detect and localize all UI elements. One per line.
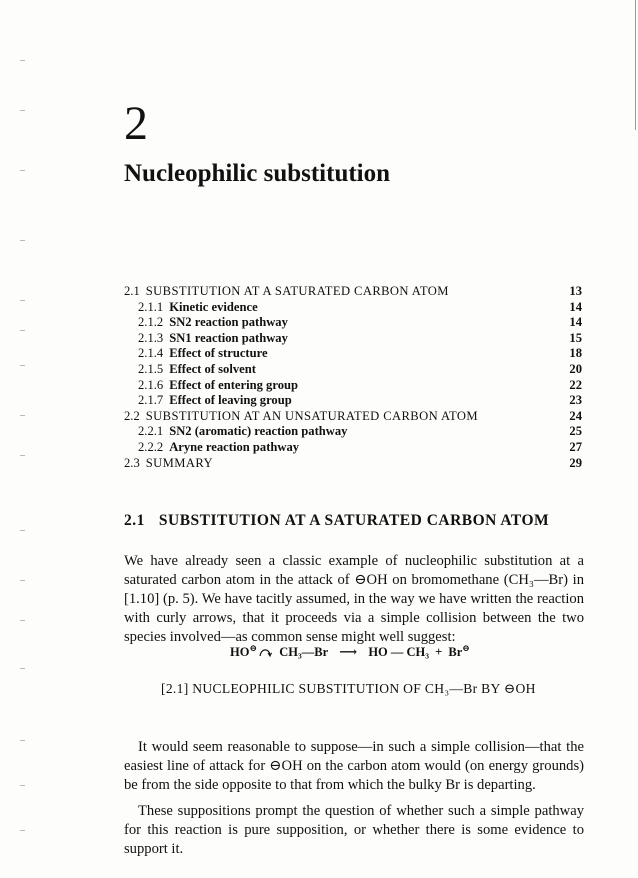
- chapter-title: Nucleophilic substitution: [124, 160, 391, 187]
- toc-entry-title: SUMMARY: [145, 455, 213, 470]
- toc-entry-page: 13: [569, 284, 582, 298]
- toc-entry: [124, 393, 582, 409]
- hydroxide-reactant: HO⊖: [230, 643, 257, 660]
- reaction-arrow: ⟶: [339, 645, 358, 660]
- toc-entry-page: 20: [569, 361, 582, 376]
- toc-entry-number: 2.1.6: [138, 377, 164, 392]
- toc-entry: [124, 300, 582, 316]
- toc-entry-title: Effect of structure: [169, 346, 268, 361]
- toc-entry-title: Kinetic evidence: [169, 299, 258, 314]
- toc-entry-page: 22: [569, 377, 582, 392]
- toc-entry: [124, 315, 582, 331]
- toc-entry-number: 2.3: [124, 455, 140, 470]
- toc-entry-number: 2.2.1: [138, 424, 164, 439]
- toc-entry-number: 2.1.3: [138, 330, 164, 345]
- toc-entry-page: 23: [569, 393, 582, 408]
- toc-entry-page: 25: [569, 424, 582, 439]
- toc-entry-number: 2.2: [124, 408, 140, 423]
- toc-entry-number: 2.1.7: [138, 393, 164, 408]
- toc-entry-title: SUBSTITUTION AT A SATURATED CARBON ATOM: [145, 284, 449, 298]
- toc-entry-title: Aryne reaction pathway: [169, 439, 300, 454]
- bromomethane-reactant: CH₃—Br: [279, 645, 329, 660]
- toc-entry-title: SUBSTITUTION AT AN UNSATURATED CARBON ATOM: [145, 408, 479, 423]
- plus-sign: +: [435, 645, 443, 660]
- toc-entry-number: 2.1: [124, 284, 140, 298]
- toc-entry-title: Effect of leaving group: [169, 393, 292, 408]
- toc-entry-page: 29: [569, 455, 582, 470]
- toc-entry: [124, 284, 582, 300]
- negative-charge-icon: ⊖: [462, 643, 470, 653]
- toc-entry-page: 18: [569, 346, 582, 361]
- table-of-contents: [124, 284, 582, 471]
- toc-entry: [124, 362, 582, 378]
- negative-charge-icon: ⊖: [249, 643, 257, 653]
- toc-entry-title: SN2 (aromatic) reaction pathway: [169, 424, 348, 439]
- toc-entry: [124, 440, 582, 456]
- toc-entry: [124, 378, 582, 394]
- reaction-scheme: [230, 643, 470, 660]
- toc-entry-title: SN2 reaction pathway: [169, 315, 288, 330]
- curly-arrow-icon: [258, 646, 272, 660]
- toc-entry-number: 2.1.1: [138, 299, 164, 314]
- toc-entry-number: 2.1.2: [138, 315, 164, 330]
- toc-entry: [124, 456, 582, 472]
- bromide-product: Br⊖: [448, 643, 470, 660]
- body-paragraph-3: These suppositions prompt the question of whether such a simple pathway for this reaction is pure supposition, or whether there is some evidence to support it.: [124, 803, 584, 857]
- section-title: SUBSTITUTION AT A SATURATED CARBON ATOM: [158, 512, 550, 529]
- toc-entry: [124, 409, 582, 425]
- toc-entry-page: 27: [569, 439, 582, 454]
- section-number: 2.1: [124, 512, 145, 529]
- toc-entry-page: 14: [569, 315, 582, 330]
- toc-entry-title: Effect of entering group: [169, 377, 299, 392]
- toc-entry-title: SN1 reaction pathway: [169, 330, 288, 345]
- page-edge-rule: [635, 0, 636, 130]
- methanol-product: HO — CH₃: [368, 645, 430, 660]
- toc-entry-page: 24: [569, 408, 582, 423]
- section-heading: [124, 512, 549, 530]
- toc-entry-page: 15: [569, 330, 582, 345]
- body-paragraph-2: It would seem reasonable to suppose—in such a simple collision—that the easiest line of attack for ⊖OH on the carbon atom would (on energy grounds) be from the side opposite to that from which the bulky Br is departing.: [124, 739, 584, 793]
- toc-entry: [124, 346, 582, 362]
- scheme-caption: [2.1] NUCLEOPHILIC SUBSTITUTION OF CH₃—Br BY ⊖OH: [161, 681, 536, 696]
- toc-entry: [124, 331, 582, 347]
- toc-entry: [124, 424, 582, 440]
- toc-entry-number: 2.2.2: [138, 439, 164, 454]
- chapter-number: 2: [124, 97, 148, 150]
- toc-entry-title: Effect of solvent: [169, 361, 256, 376]
- toc-entry-number: 2.1.5: [138, 361, 164, 376]
- toc-entry-number: 2.1.4: [138, 346, 164, 361]
- body-paragraph-1: We have already seen a classic example of nucleophilic substitution at a saturated carbon atom in the attack of ⊖OH on bromomethane (CH₃—Br) in [1.10] (p. 5). We have tacitly assumed, in the way we have written the reaction with curly arrows, that it proceeds via a simple collision between the two species involved—as common sense might well suggest:: [124, 553, 584, 645]
- toc-entry-page: 14: [569, 299, 582, 314]
